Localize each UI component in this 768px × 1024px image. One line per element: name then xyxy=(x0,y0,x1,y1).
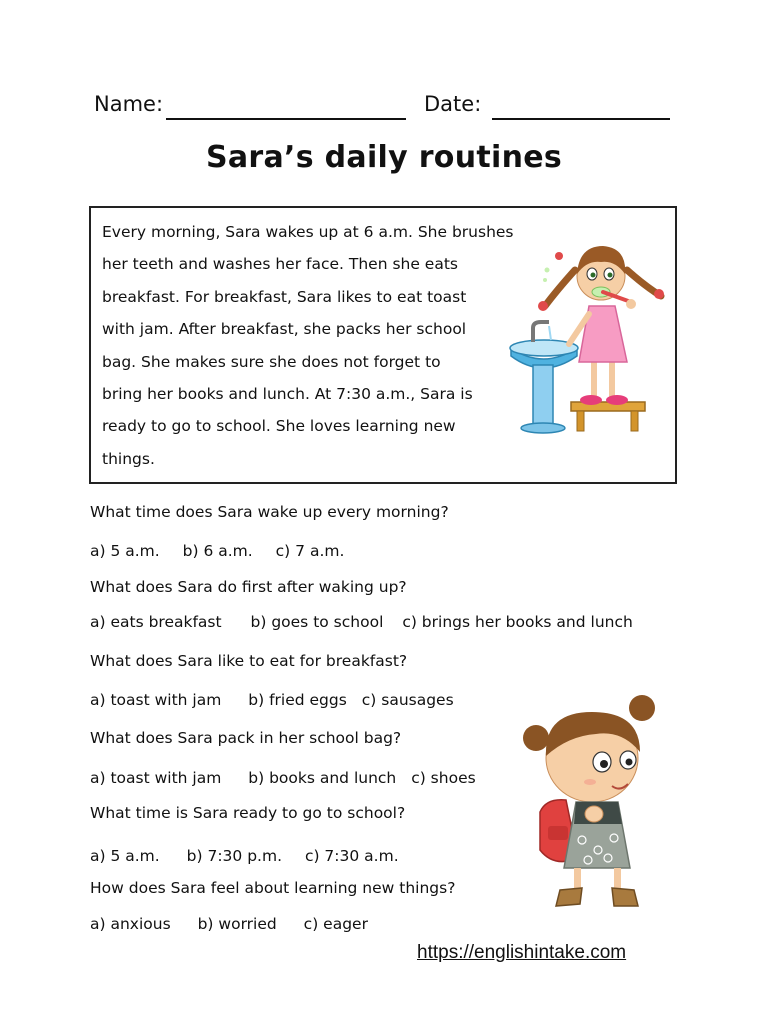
options-2 xyxy=(90,613,633,631)
options-1 xyxy=(90,542,344,560)
option-2b[interactable]: b) goes to school xyxy=(250,613,384,631)
option-5c[interactable]: c) 7:30 a.m. xyxy=(304,847,399,865)
option-6c[interactable]: c) eager xyxy=(303,915,368,933)
passage-line: ready to go to school. She loves learning new xyxy=(102,417,456,436)
girl-walking-to-school-icon xyxy=(518,690,668,912)
header-row xyxy=(94,92,684,126)
source-link[interactable]: https://englishintake.com xyxy=(417,942,627,963)
page-title: Sara’s daily routines xyxy=(205,140,563,175)
date-label: Date: xyxy=(424,92,482,116)
question-6: How does Sara feel about learning new things? xyxy=(90,879,456,897)
options-4 xyxy=(90,769,476,787)
option-1c[interactable]: c) 7 a.m. xyxy=(275,542,345,560)
option-4b[interactable]: b) books and lunch xyxy=(248,769,397,787)
question-3: What does Sara like to eat for breakfast? xyxy=(90,652,408,670)
girl-brushing-teeth-icon xyxy=(503,230,673,440)
option-1b[interactable]: b) 6 a.m. xyxy=(182,542,253,560)
passage-line: Every morning, Sara wakes up at 6 a.m. She brushes xyxy=(102,223,514,241)
question-2: What does Sara do first after waking up? xyxy=(90,578,407,596)
passage-line: bag. She makes sure she does not forget to xyxy=(102,352,441,371)
option-2c[interactable]: c) brings her books and lunch xyxy=(402,613,633,631)
option-6b[interactable]: b) worried xyxy=(197,915,277,933)
passage-line: with jam. After breakfast, she packs her school xyxy=(102,320,467,339)
passage-line: breakfast. For breakfast, Sara likes to eat toast xyxy=(102,287,467,306)
name-field[interactable] xyxy=(166,118,406,120)
option-2a[interactable]: a) eats breakfast xyxy=(90,613,222,631)
option-3a[interactable]: a) toast with jam xyxy=(90,691,222,709)
name-label: Name: xyxy=(94,92,164,116)
option-6a[interactable]: a) anxious xyxy=(90,915,171,933)
option-3c[interactable]: c) sausages xyxy=(361,691,454,709)
options-6 xyxy=(90,915,368,933)
question-5: What time is Sara ready to go to school? xyxy=(90,804,406,822)
option-1a[interactable]: a) 5 a.m. xyxy=(90,542,160,560)
option-4c[interactable]: c) shoes xyxy=(411,769,476,787)
passage-line: bring her books and lunch. At 7:30 a.m., Sara is xyxy=(102,385,473,404)
option-5a[interactable]: a) 5 a.m. xyxy=(90,847,160,865)
option-4a[interactable]: a) toast with jam xyxy=(90,769,222,787)
options-3 xyxy=(90,691,454,709)
date-field[interactable] xyxy=(492,118,670,120)
passage-line: her teeth and washes her face. Then she eats xyxy=(102,255,458,274)
passage-text xyxy=(102,216,542,475)
option-3b[interactable]: b) fried eggs xyxy=(248,691,347,709)
passage-line: things. xyxy=(102,449,155,468)
question-4: What does Sara pack in her school bag? xyxy=(90,729,402,747)
question-1: What time does Sara wake up every morning? xyxy=(90,503,449,521)
options-5 xyxy=(90,847,399,865)
option-5b[interactable]: b) 7:30 p.m. xyxy=(186,847,282,865)
